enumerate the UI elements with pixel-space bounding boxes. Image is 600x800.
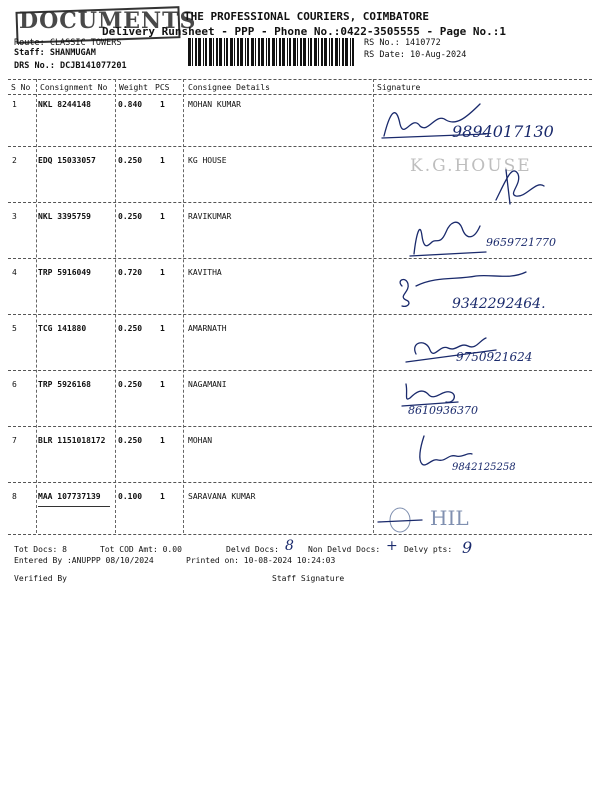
barcode-bar [279,38,281,66]
barcode-bar [321,38,323,66]
barcode-bar [272,38,275,66]
col-divider [36,79,37,533]
col-consignment-header: Consignment No [40,83,108,92]
barcode-bar [237,38,239,66]
barcode-bar [195,38,197,66]
row-weight: 0.250 [118,436,143,445]
staff-label: Staff: SHANMUGAM [14,48,96,58]
row-consignment-number: TRP 5916049 [38,268,91,277]
row-serial-number: 5 [12,324,17,333]
barcode-bar [331,38,333,66]
non-delivered-docs-label: Non Delvd Docs: [308,545,381,554]
barcode-bar [245,38,246,66]
row-weight: 0.250 [118,380,143,389]
entered-by: Entered By :ANUPPP 08/10/2024 [14,556,154,565]
row-weight: 0.250 [118,324,143,333]
row-pieces: 1 [160,436,165,445]
row-pieces: 1 [160,268,165,277]
row-weight: 0.250 [118,212,143,221]
row-serial-number: 6 [12,380,17,389]
delivery-points-label: Delvy pts: [404,545,453,554]
verified-by: Verified By [14,574,67,583]
row-weight: 0.840 [118,100,143,109]
signature-5 [376,320,586,376]
barcode-bar [226,38,228,66]
route-label: Route: CLASSIC TOWERS [14,38,122,48]
col-pcs-header: PCS [155,83,170,92]
row-pieces: 1 [160,492,165,501]
consignment-8-underline [38,506,110,507]
barcode-bar [350,38,351,66]
total-docs: Tot Docs: 8 [14,545,67,554]
barcode-bar [205,38,207,66]
row-serial-number: 1 [12,100,17,109]
handwritten-phone-4: 9342292464. [452,296,546,312]
handwritten-phone-5: 9750921624 [456,350,533,364]
row-consignment-number: TCG 141880 [38,324,87,333]
barcode-bar [297,38,298,66]
row-consignment-number: EDQ 15033057 [38,156,96,165]
barcode-bar [251,38,254,66]
rs-date: RS Date: 10-Aug-2024 [364,50,467,60]
row-pieces: 1 [160,212,165,221]
barcode-bar [300,38,302,66]
barcode-bar [219,38,222,66]
row-serial-number: 8 [12,492,17,501]
kg-house-stamp: K.G.HOUSE [410,156,532,176]
barcode-bar [303,38,306,66]
rs-number: RS No.: 1410772 [364,38,441,48]
barcode-bar [247,38,249,66]
row-consignment-number: MAA 107737139 [38,492,101,501]
barcode-bar [209,38,212,66]
signature-2 [376,150,586,208]
handwritten-mark-8: HIL [430,506,469,530]
row-weight: 0.100 [118,492,143,501]
row-weight: 0.720 [118,268,143,277]
delivered-docs-count: 8 [285,538,294,554]
barcode-bar [261,38,264,66]
printed-on: Printed on: 10-08-2024 10:24:03 [186,556,336,565]
barcode-bar [318,38,319,66]
delivery-points-count: 9 [462,538,473,557]
barcode-bar [342,38,344,66]
barcode-bar [198,38,201,66]
row-consignee: NAGAMANI [188,380,227,389]
barcode-bar [216,38,218,66]
row-consignee: MOHAN [188,436,213,445]
col-weight-header: Weight [119,83,148,92]
row-consignment-number: NKL 3395759 [38,212,91,221]
barcode-bar [240,38,243,66]
col-consignee-header: Consignee Details [188,83,270,92]
barcode-image [188,38,356,66]
row-pieces: 1 [160,100,165,109]
col-divider [183,79,184,533]
barcode-bar [339,38,340,66]
barcode-bar [314,38,317,66]
drs-number: DRS No.: DCJB141077201 [14,61,127,71]
barcode-bar [188,38,191,66]
barcode-bar [324,38,327,66]
row-pieces: 1 [160,380,165,389]
barcode-bar [287,38,288,66]
total-cod-amount: Tot COD Amt: 0.00 [100,545,182,554]
barcode-bar [329,38,330,66]
barcode-bar [289,38,291,66]
runsheet-subtitle: Delivery Runsheet - PPP - Phone No.:0422-3505555 - Page No.:1 [102,25,506,38]
company-title: THE PROFESSIONAL COURIERS, COIMBATORE [184,10,430,23]
handwritten-phone-6: 8610936370 [408,404,478,417]
handwritten-phone-1: 9894017130 [452,122,554,141]
non-delivered-docs-count: + [386,538,398,554]
barcode-bar [203,38,204,66]
delivered-docs-label: Delvd Docs: [226,545,279,554]
barcode-bar [213,38,214,66]
documents-stamp-text: DOCUMENTS [19,8,197,34]
col-divider [115,79,116,533]
col-signature-header: Signature [377,83,421,92]
barcode-bar [230,38,233,66]
row-serial-number: 3 [12,212,17,221]
signature-3 [376,206,586,264]
barcode-bar [224,38,225,66]
barcode-bar [276,38,277,66]
barcode-bar [345,38,348,66]
row-consignee: RAVIKUMAR [188,212,232,221]
staff-signature-label: Staff Signature [272,574,345,583]
signature-7 [376,430,586,486]
row-pieces: 1 [160,156,165,165]
row-consignee: MOHAN KUMAR [188,100,241,109]
row-serial-number: 2 [12,156,17,165]
barcode-bar [266,38,267,66]
barcode-bar [308,38,309,66]
barcode-bar [192,38,193,66]
row-consignee: AMARNATH [188,324,227,333]
barcode-bar [352,38,354,66]
row-pieces: 1 [160,324,165,333]
row-consignment-number: NKL 8244148 [38,100,91,109]
barcode-bar [310,38,312,66]
handwritten-phone-7: 9842125258 [452,462,516,473]
table-top-rule [8,79,592,80]
row-serial-number: 7 [12,436,17,445]
barcode-bar [234,38,235,66]
barcode-bar [282,38,285,66]
col-divider [373,79,374,533]
barcode-bar [335,38,338,66]
table-bottom-rule [8,534,592,535]
row-consignee: KAVITHA [188,268,222,277]
barcode-bar [258,38,260,66]
signature-8 [376,494,586,534]
row-consignee: SARAVANA KUMAR [188,492,256,501]
barcode-bar [268,38,270,66]
barcode-bar [293,38,296,66]
barcode-bar [255,38,256,66]
row-serial-number: 4 [12,268,17,277]
handwritten-phone-3: 9659721770 [486,236,556,249]
col-sno-header: S No [11,83,31,92]
row-consignment-number: BLR 1151018172 [38,436,106,445]
row-consignment-number: TRP 5926168 [38,380,91,389]
row-weight: 0.250 [118,156,143,165]
row-consignee: KG HOUSE [188,156,227,165]
